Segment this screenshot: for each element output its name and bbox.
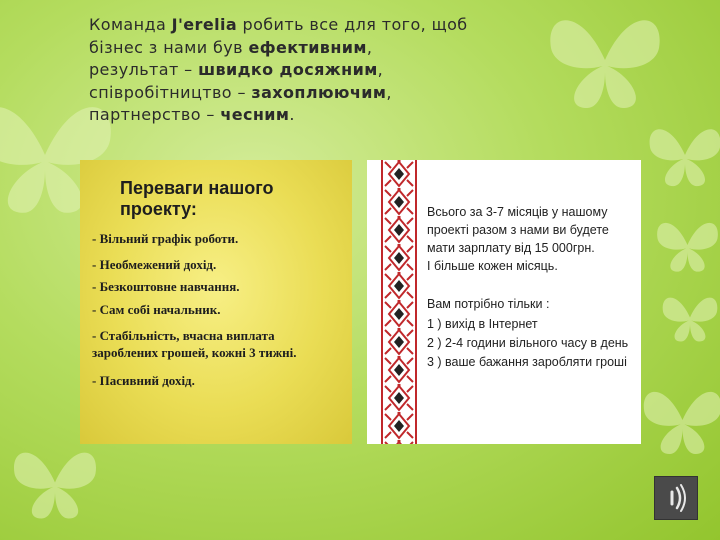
details-line: 1 ) вихід в Інтернет xyxy=(427,317,538,331)
advantage-item: - Стабільність, вчасна виплата xyxy=(92,328,275,343)
intro-line: співробітництво – захоплюючим, xyxy=(89,82,392,102)
intro-line: результат – швидко досяжним, xyxy=(89,60,384,79)
advantage-item: - Сам собі начальник. xyxy=(92,302,221,317)
details-line: проекті разом з нами ви будете xyxy=(427,223,609,237)
advantages-title: Переваги нашого проекту: xyxy=(120,178,274,219)
butterfly-icon xyxy=(660,290,720,345)
butterfly-icon xyxy=(640,380,720,460)
brand-name: J'erelia xyxy=(171,15,238,34)
details-panel xyxy=(367,160,641,444)
advantage-item: - Необмежений дохід. xyxy=(92,257,217,272)
intro-line: бізнес з нами був ефективним, xyxy=(89,37,373,57)
details-line: 2 ) 2-4 години вільного часу в день xyxy=(427,336,629,350)
intro-line: партнерство – чесним. xyxy=(89,105,295,124)
details-line: І більше кожен місяць. xyxy=(427,259,558,273)
butterfly-icon xyxy=(10,440,100,525)
intro-line: Команда J'erelia робить все для того, щоб xyxy=(89,15,468,34)
butterfly-icon xyxy=(545,5,665,115)
advantage-item: зароблених грошей, кожні 3 тижні. xyxy=(92,345,297,360)
speaker-icon xyxy=(655,477,697,519)
advantage-item: - Безкоштовне навчання. xyxy=(92,279,240,294)
advantages-panel xyxy=(80,160,352,444)
embroidery-ornament xyxy=(381,160,417,444)
details-line: 3 ) ваше бажання заробляти гроші xyxy=(427,355,627,369)
details-line: Всього за 3-7 місяців у нашому xyxy=(427,205,608,219)
sound-button[interactable] xyxy=(654,476,698,520)
advantage-item: - Пасивний дохід. xyxy=(92,373,195,388)
details-line: Вам потрібно тільки : xyxy=(427,297,550,311)
butterfly-icon xyxy=(645,120,720,190)
advantage-item: - Вільний графік роботи. xyxy=(92,231,239,246)
details-line: мати зарплату від 15 000грн. xyxy=(427,241,595,255)
intro-text xyxy=(89,14,559,127)
butterfly-icon xyxy=(650,215,720,275)
